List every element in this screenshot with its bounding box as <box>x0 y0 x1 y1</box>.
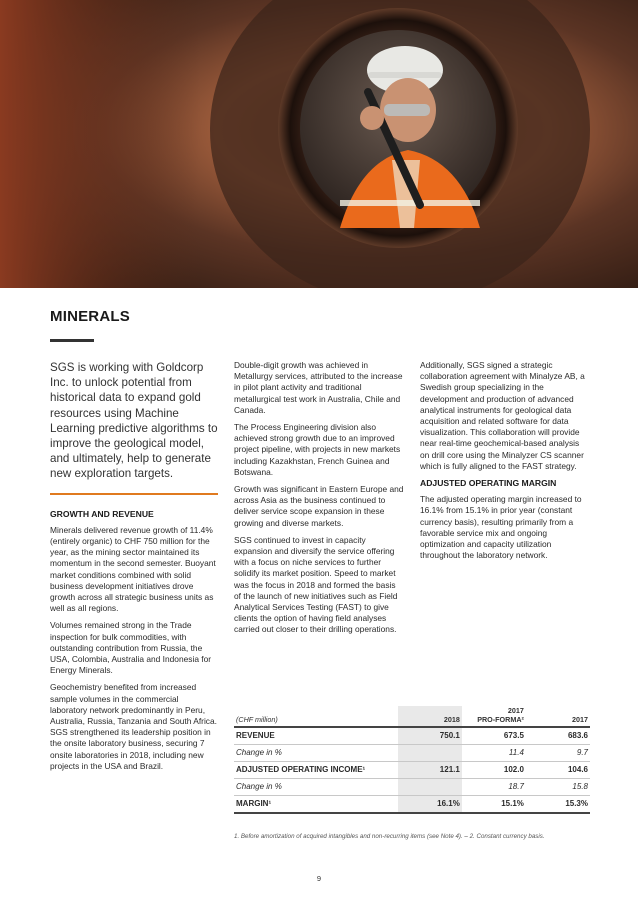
column-2 <box>234 360 404 642</box>
row-label: Change in % <box>234 745 398 762</box>
body-paragraph: The adjusted operating margin increased to 16.1% from 15.1% in prior year (constant currency basis), resulting primarily from a favorable service mix and ongoing optimization and capacity utilization throughout the laboratory network. <box>420 494 582 561</box>
accent-divider <box>50 493 218 495</box>
cell-2018 <box>398 779 462 796</box>
cell-proforma: 15.1% <box>462 796 526 814</box>
cell-proforma: 11.4 <box>462 745 526 762</box>
body-paragraph: The Process Engineering division also achieved strong growth due to an improved project pipeline, with projects in new markets including Kazakhstan, French Guinea and Botswana. <box>234 422 401 477</box>
lead-paragraph: SGS is working with Goldcorp Inc. to unlock potential from historical data to expand gold resources using Machine Learning predictive algorithms to improve the geological model, and ultimately, help to generate new exploration targets. <box>50 361 218 481</box>
heading-growth-revenue: GROWTH AND REVENUE <box>50 508 154 519</box>
cell-proforma: 18.7 <box>462 779 526 796</box>
body-paragraph: Growth was significant in Eastern Europe and across Asia as the business continued to deliver service scope expansion in these growing and diverse markets. <box>234 484 404 528</box>
heading-adjusted-operating-margin: ADJUSTED OPERATING MARGIN <box>420 478 557 489</box>
col-header-proforma <box>462 706 526 727</box>
col-header-2017: 2017 <box>526 706 590 727</box>
cell-2018: 750.1 <box>398 727 462 745</box>
cell-2018 <box>398 745 462 762</box>
table-header-row <box>234 706 590 727</box>
cell-proforma: 673.5 <box>462 727 526 745</box>
cell-2017: 683.6 <box>526 727 590 745</box>
column-3 <box>420 360 590 567</box>
row-label: ADJUSTED OPERATING INCOME¹ <box>234 762 398 779</box>
page-title: MINERALS <box>50 308 130 325</box>
body-paragraph: Minerals delivered revenue growth of 11.4% (entirely organic) to CHF 750 million for the year, as the mining sector maintained its momentum in the second semester. Buoyant market conditions combined with solid business development initiatives drove growth across all strategic business units as well as all regions. <box>50 524 216 614</box>
hero-photo <box>0 0 638 288</box>
row-label: REVENUE <box>234 727 398 745</box>
table-row <box>234 779 590 796</box>
cell-2017: 104.6 <box>526 762 590 779</box>
pipe-inspection-illustration <box>0 0 638 288</box>
column-1 <box>50 360 218 778</box>
cell-2018: 121.1 <box>398 762 462 779</box>
body-paragraph: Double-digit growth was achieved in Metallurgy services, attributed to the increase in pilot plant activity and traditional metallurgical test work in Australia, Chile and Canada. <box>234 360 403 415</box>
table-row <box>234 762 590 779</box>
body-paragraph: SGS continued to invest in capacity expansion and diversify the service offering with a focus on niche services to further solidify its market position. Speed to market was the focus in 2018 and formed the basis of the launch of new initiatives such as Field Analytical Services Testing (FAST) to give clients the option of having field analyses carried out closer to their drilling operations. <box>234 534 398 635</box>
table-unit-label: (CHF million) <box>234 706 398 727</box>
col-header-proforma-year: 2017 <box>507 706 524 715</box>
financial-table <box>234 706 590 814</box>
col-header-proforma-label: PRO-FORMA² <box>477 715 524 724</box>
row-label: MARGIN¹ <box>234 796 398 814</box>
cell-2017: 15.8 <box>526 779 590 796</box>
table-row <box>234 745 590 762</box>
cell-2017: 15.3% <box>526 796 590 814</box>
row-label: Change in % <box>234 779 398 796</box>
cell-proforma: 102.0 <box>462 762 526 779</box>
body-paragraph: Volumes remained strong in the Trade inspection for bulk commodities, with outstanding contribution from Russia, the USA, Colombia, Australia and Indonesia for Energy Minerals. <box>50 620 212 676</box>
body-paragraph: Additionally, SGS signed a strategic collaboration agreement with Minalyze AB, a Swedish group specializing in the development and production of advanced analytical instruments for geological data acquisition and related software for data visualization. This collaboration will provide near real-time geochemical-based analysis on drill core using the Minalyzer CS scanner which is fully aligned to the FAST strategy. <box>420 360 585 471</box>
table-row <box>234 796 590 814</box>
page-number: 9 <box>316 874 322 883</box>
cell-2018: 16.1% <box>398 796 462 814</box>
col-header-2018: 2018 <box>398 706 462 727</box>
table-row <box>234 727 590 745</box>
title-underline <box>50 339 94 342</box>
cell-2017: 9.7 <box>526 745 590 762</box>
table-footnote: 1. Before amortization of acquired intangibles and non-recurring items (see Note 4). – 2. Constant currency basis. <box>234 833 545 840</box>
body-paragraph: Geochemistry benefited from increased sample volumes in the commercial laboratory network predominantly in Peru, Australia, Russia, Tanzania and South Africa. SGS strengthened its leadership position in the onsite laboratory business, securing 7 onsite laboratories in 2018, including new projects in the USA and Brazil. <box>50 682 217 771</box>
